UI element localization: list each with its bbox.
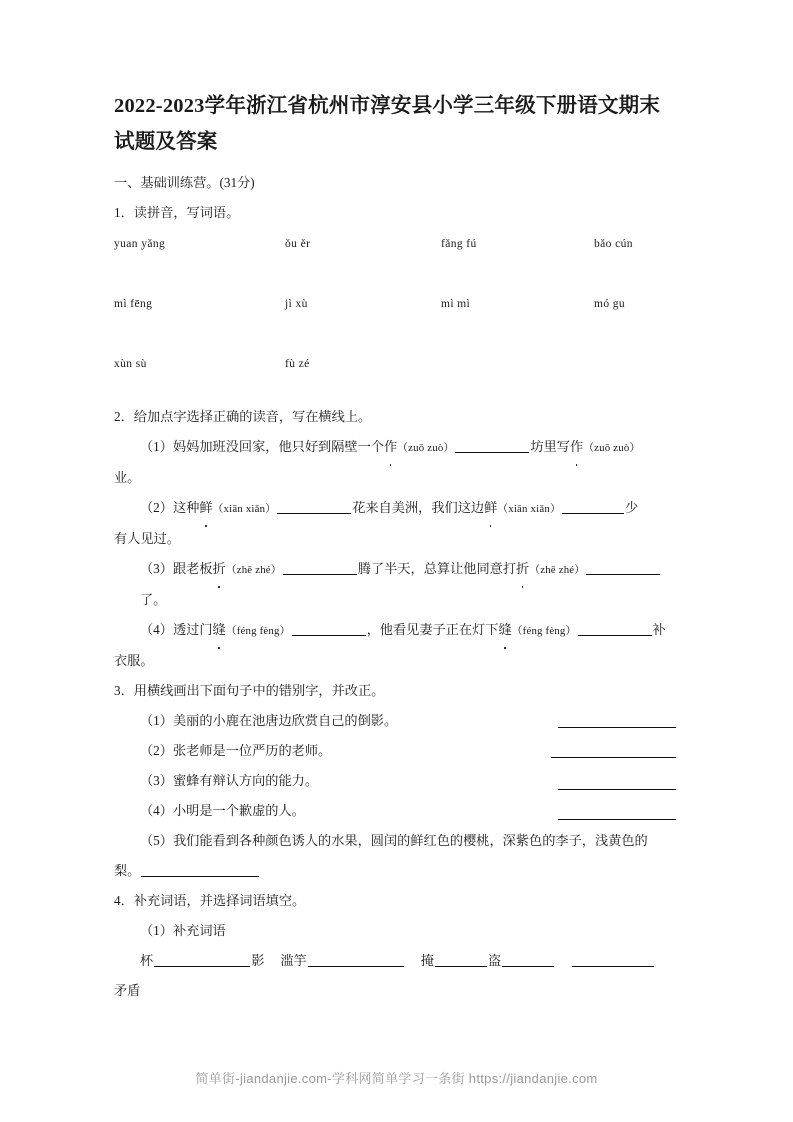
pinyin-cell: mì mì xyxy=(441,298,471,310)
dotted-char: 折 xyxy=(516,554,529,584)
correction-blank[interactable] xyxy=(551,757,676,758)
item-text: 小明是一个歉虚的人。 xyxy=(172,803,305,818)
answer-blank[interactable] xyxy=(578,622,652,636)
pinyin-choice: （féng fèng） xyxy=(225,625,291,637)
answer-blank[interactable] xyxy=(277,500,351,514)
pinyin-cell: fǎng fú xyxy=(441,238,477,250)
word-prefix: 掩 xyxy=(420,953,434,968)
item-label: （4） xyxy=(140,622,173,637)
correction-blank[interactable] xyxy=(558,789,676,790)
question-2-heading: 2．给加点字选择正确的读音，写在横线上。 xyxy=(114,409,372,424)
item-label: （1） xyxy=(140,439,173,454)
question-3-item xyxy=(114,766,680,796)
item-label: （2） xyxy=(140,743,173,758)
item-label: （4） xyxy=(140,803,173,818)
item-text: 跟老板 xyxy=(172,561,213,576)
dotted-char: 缝 xyxy=(213,615,226,645)
item-label: （3） xyxy=(140,773,173,788)
pinyin-cell: jì xù xyxy=(285,298,308,310)
pinyin-row xyxy=(114,238,680,298)
item-text: 这种 xyxy=(172,500,200,515)
question-2-item xyxy=(114,493,680,524)
answer-blank[interactable] xyxy=(455,439,529,453)
word-middle: 盗 xyxy=(487,953,502,968)
answer-blank[interactable] xyxy=(562,500,624,514)
item-text: 张老师是一位严历的老师。 xyxy=(172,743,332,758)
pinyin-cell: bǎo cún xyxy=(594,238,633,250)
question-4-sub-heading: （1）补充词语 xyxy=(140,923,226,938)
question-2-item-tail: 衣服。 xyxy=(114,653,154,668)
question-3-item xyxy=(114,706,680,736)
pinyin-choice: （xiān xiǎn） xyxy=(497,503,561,515)
item-label: （2） xyxy=(140,500,173,515)
dotted-char: 作 xyxy=(384,432,397,462)
correction-blank[interactable] xyxy=(141,863,259,877)
word-blank[interactable] xyxy=(572,953,654,967)
item-text: 我们能看到各种颜色诱人的水果，圆闰的鲜红色的樱桃，深紫色的李子，浅黄色的 xyxy=(172,833,648,848)
word-prefix: 滥竽 xyxy=(280,953,307,968)
pinyin-cell: yuan yǎng xyxy=(114,238,166,250)
question-3-item xyxy=(114,736,680,766)
question-3-item xyxy=(114,796,680,826)
pinyin-cell: ǒu ěr xyxy=(285,238,311,250)
dotted-char: 缝 xyxy=(498,615,511,645)
dotted-char: 鲜 xyxy=(199,493,212,523)
answer-blank[interactable] xyxy=(292,622,366,636)
word-completion-tail: 矛盾 xyxy=(114,983,141,998)
item-text: 透过门 xyxy=(172,622,213,637)
question-3-item xyxy=(114,826,680,856)
word-prefix: 杯 xyxy=(140,953,154,968)
pinyin-choice: （zuō zuò） xyxy=(583,442,641,454)
item-text: 花来自美洲，我们这边 xyxy=(352,500,485,515)
word-completion-row xyxy=(114,946,680,976)
pinyin-cell: mó gu xyxy=(594,298,626,310)
question-4-heading: 4．补充词语，并选择词语填空。 xyxy=(114,893,306,908)
correction-blank[interactable] xyxy=(558,727,676,728)
item-text: 腾了半天，总算让他同意打 xyxy=(357,561,517,576)
pinyin-cell: mì fēng xyxy=(114,298,153,310)
item-label: （5） xyxy=(140,833,173,848)
answer-blank[interactable] xyxy=(283,561,357,575)
question-3-item-tail xyxy=(114,856,680,886)
dotted-char: 鲜 xyxy=(484,493,497,523)
section-heading: 一、基础训练营。(31分) xyxy=(114,175,255,190)
question-1-heading: 1．读拼音，写词语。 xyxy=(114,205,240,220)
pinyin-choice: （féng fèng） xyxy=(511,625,577,637)
pinyin-choice: （zuō zuò） xyxy=(397,442,455,454)
item-text: 少 xyxy=(624,500,639,515)
dotted-char: 折 xyxy=(213,554,226,584)
pinyin-row xyxy=(114,358,680,402)
item-text: ，他看见妻子正在灯下 xyxy=(366,622,499,637)
item-text: 了。 xyxy=(140,592,167,607)
pinyin-choice: （zhē zhé） xyxy=(225,564,282,576)
pinyin-cell: fù zé xyxy=(285,358,310,370)
item-text: 补 xyxy=(652,622,666,637)
item-text: 美丽的小鹿在池唐边欣赏自己的倒影。 xyxy=(172,713,398,728)
item-text: 蜜蜂有辩认方向的能力。 xyxy=(172,773,319,788)
answer-blank[interactable] xyxy=(586,561,660,575)
word-blank[interactable] xyxy=(435,953,487,967)
dotted-char: 作 xyxy=(570,432,583,462)
question-2-item-tail: 业。 xyxy=(114,470,141,485)
word-blank[interactable] xyxy=(154,953,250,967)
question-2-item xyxy=(114,554,680,615)
item-label: （1） xyxy=(140,713,173,728)
pinyin-row xyxy=(114,298,680,358)
question-2-item xyxy=(114,615,680,646)
correction-blank[interactable] xyxy=(558,819,676,820)
item-text: 梨。 xyxy=(114,863,141,878)
word-suffix: 影 xyxy=(251,953,265,968)
pinyin-cell: xùn sù xyxy=(114,358,147,370)
page-title: 2022-2023学年浙江省杭州市淳安县小学三年级下册语文期末试题及答案 xyxy=(114,95,661,153)
question-2-item xyxy=(114,432,680,463)
document-content xyxy=(114,88,680,1006)
item-text: 坊里写 xyxy=(530,439,570,454)
footer-watermark: 简单街-jiandanjie.com-学科网简单学习一条街 https://jiandanjie.com xyxy=(195,1071,598,1086)
pinyin-choice: （zhē zhé） xyxy=(529,564,586,576)
word-blank[interactable] xyxy=(308,953,404,967)
pinyin-block xyxy=(114,238,680,402)
item-label: （3） xyxy=(140,561,173,576)
word-blank[interactable] xyxy=(502,953,554,967)
question-2-item-tail: 有人见过。 xyxy=(114,531,180,546)
item-text: 妈妈加班没回家，他只好到隔壁一个 xyxy=(172,439,384,454)
pinyin-choice: （xiān xiǎn） xyxy=(212,503,277,515)
question-3-heading: 3．用横线画出下面句子中的错别字，并改正。 xyxy=(114,683,385,698)
